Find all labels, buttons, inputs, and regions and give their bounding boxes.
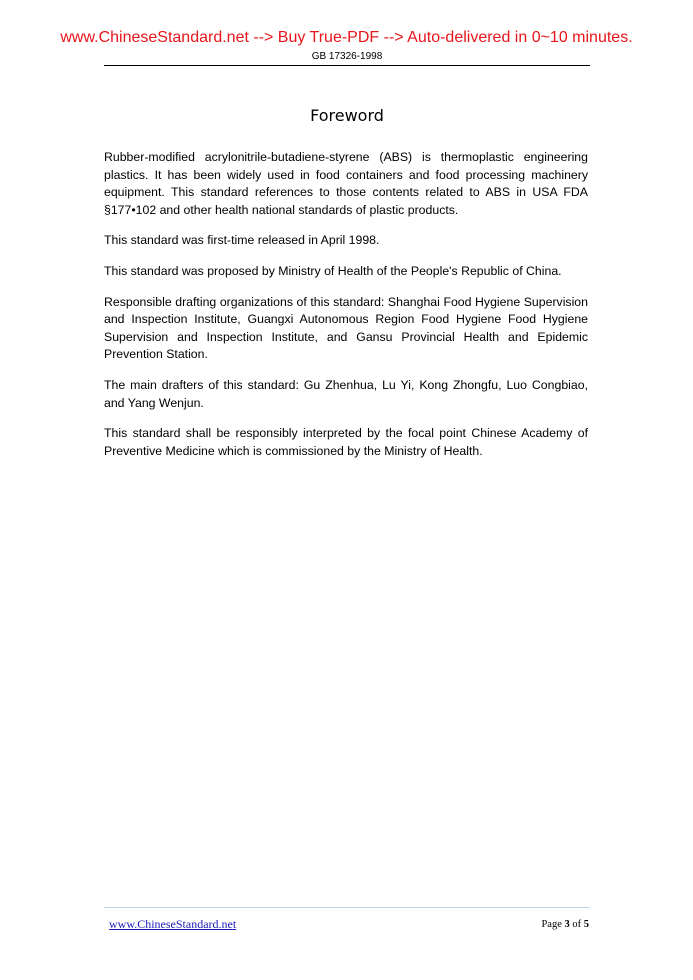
- page-indicator: [541, 918, 589, 932]
- paragraph-drafters: The main drafters of this standard: Gu Zhenhua, Lu Yi, Kong Zhongfu, Luo Congbiao, and Yang Wenjun.: [104, 377, 588, 410]
- header-divider: [104, 65, 590, 66]
- paragraph-proposer: This standard was proposed by Ministry of Health of the People's Republic of China.: [104, 263, 562, 278]
- paragraph-interpretation: This standard shall be responsibly interpreted by the focal point Chinese Academy of Preventive Medicine which is commissioned by the Ministry of Health.: [104, 426, 588, 458]
- footer-divider: [104, 907, 590, 908]
- standard-code: GB 17326-1998: [311, 51, 383, 62]
- page-total-number: 5: [583, 919, 589, 930]
- footer-website-link[interactable]: www.ChineseStandard.net: [109, 917, 237, 931]
- promo-banner-link[interactable]: www.ChineseStandard.net --> Buy True-PDF --> Auto-delivered in 0~10 minutes.: [60, 29, 633, 46]
- promo-banner[interactable]: [0, 28, 693, 48]
- foreword-body: [104, 149, 588, 473]
- page-label: Page: [541, 919, 562, 930]
- page-title: Foreword: [310, 106, 384, 125]
- paragraph-abs-intro: Rubber-modified acrylonitrile-butadiene-styrene (ABS) is thermoplastic engineering plastics. It has been widely used in food containers and food processing machinery equipment. This standard references to those contents related to ABS in USA FDA §177•102 and other health national standards of plastic products.: [104, 150, 588, 217]
- page-current-number: 3: [564, 919, 570, 930]
- paragraph-drafting-organizations: Responsible drafting organizations of this standard: Shanghai Food Hygiene Supervision and Inspection Institute, Guangxi Autonomous Region Food Hygiene Food Hygiene Supervision and Inspection Institute, and Gansu Provincial Health and Epidemic Prevention Station.: [104, 294, 588, 362]
- paragraph-release-date: This standard was first-time released in April 1998.: [104, 233, 380, 248]
- page-of-label: of: [572, 919, 582, 930]
